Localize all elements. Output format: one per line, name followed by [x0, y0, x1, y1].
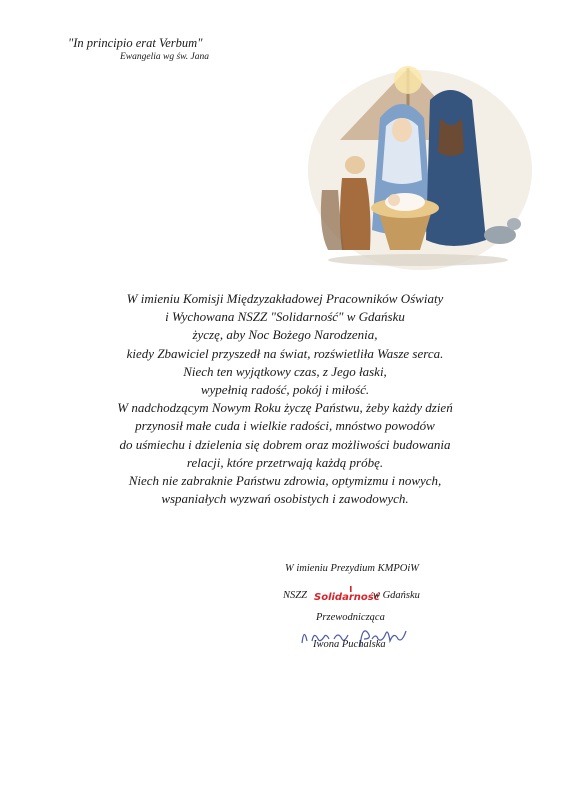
message-line: do uśmiechu i dzielenia się dobrem oraz możliwości budowania	[119, 436, 451, 452]
message-line: wypełnią radość, pokój i miłość.	[200, 382, 370, 398]
message-line: Niech ten wyjątkowy czas, z Jego łaski,	[183, 363, 387, 379]
signature-role: Przewodnicząca	[316, 612, 385, 623]
svg-text:Solidarność: Solidarność	[313, 592, 380, 603]
message-line: kiedy Zbawiciel przyszedł na świat, rozświetliła Wasze serca.	[126, 345, 444, 361]
message-line: wspaniałych wyzwań osobistych i zawodowych.	[161, 491, 409, 507]
solidarnosc-logo-icon	[313, 585, 380, 605]
message-line: Niech nie zabraknie Państwu zdrowia, optymizmu i nowych,	[128, 473, 442, 489]
epigraph-quote: "In principio erat Verbum"	[68, 36, 203, 50]
message-line: W imieniu Komisji Międzyzakładowej Pracowników Oświaty	[126, 291, 444, 306]
message-line: życzę, aby Noc Bożego Narodzenia,	[192, 327, 378, 343]
signature-union	[283, 585, 420, 605]
message-line: i Wychowana NSZZ "Solidarność" w Gdańsku	[165, 309, 405, 325]
message-line: W nadchodzącym Nowym Roku życzę Państwu, żeby każdy dzień	[117, 400, 453, 416]
nativity-scene-icon	[300, 60, 532, 275]
epigraph-source: Ewangelia wg św. Jana	[120, 52, 210, 62]
message-line: relacji, które przetrwają każdą próbę.	[186, 454, 384, 470]
greeting-message	[50, 290, 520, 508]
signatory-name: Iwona Puchalska	[313, 639, 386, 650]
union-suffix: w Gdańsku	[372, 589, 420, 601]
message-line: przynosił małe cuda i wielkie radości, mnóstwo powodów	[135, 418, 435, 434]
union-prefix: NSZZ	[283, 589, 307, 601]
signature-intro: W imieniu Prezydium KMPOiW	[285, 563, 420, 574]
